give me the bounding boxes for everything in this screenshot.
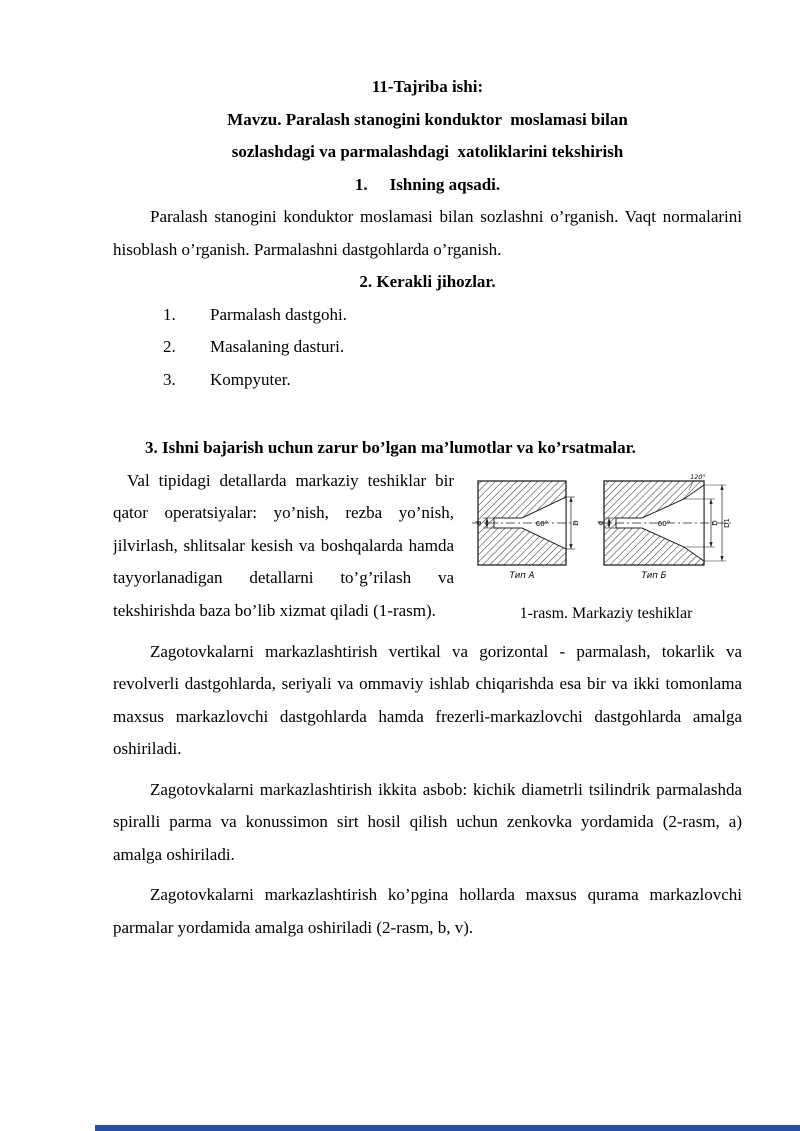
figure-1	[470, 471, 742, 624]
figure-1-caption: 1-rasm. Markaziy teshiklar	[519, 604, 693, 622]
list-item	[113, 331, 742, 364]
section3-intro-paragraph: Val tipidagi detallarda markaziy teshiklar bir qator operatsiyalar: yo’nish, rezba yo’nish, jilvirlash, shlitsalar kesish va boshqalarda hamda tayyorlanadigan detallarni to’g’rilash va tekshirishda baza bo’lib xizmat qiladi (1-rasm).	[113, 470, 454, 620]
section2-heading: 2. Kerakli jihozlar.	[359, 272, 496, 291]
subtitle-line-1: Mavzu. Paralash stanogini konduktor moslamasi bilan	[227, 109, 628, 129]
section1-heading	[113, 169, 742, 202]
angle-label-60-a: 60°	[535, 519, 549, 528]
figure-1-drawing	[470, 471, 742, 595]
dim-label-d-b: d	[597, 520, 605, 525]
type-b-drawing	[597, 473, 732, 581]
list-item	[113, 364, 742, 397]
type-a-label: Тип А	[509, 570, 535, 581]
angle-label-120-b: 120°	[690, 472, 706, 481]
list-item-text: Parmalash dastgohi.	[210, 304, 347, 324]
type-b-label: Тип Б	[641, 570, 667, 581]
section3-paragraph-4: Zagotovkalarni markazlashtirish ko’pgina hollarda maxsus qurama markazlovchi parmalar yordamida amalga oshiriladi (2-rasm, b, v).	[113, 885, 742, 937]
dim-label-D-b: D	[711, 519, 719, 526]
page-title: 11-Tajriba ishi:	[371, 77, 484, 96]
section1-heading-number: 1.	[354, 174, 368, 194]
angle-label-60-b: 60°	[657, 519, 671, 528]
list-item-text: Masalaning dasturi.	[210, 337, 345, 356]
section3-intro-block	[113, 465, 742, 628]
dim-label-D-a: D	[572, 519, 580, 526]
dim-label-D1-b: D1	[723, 517, 731, 528]
type-a-drawing	[472, 481, 580, 581]
list-item-text: Kompyuter.	[210, 369, 291, 389]
section3-paragraph-2: Zagotovkalarni markazlashtirish vertikal va gorizontal - parmalash, tokarlik va revolverli dastgohlarda, seriyali va ommaviy ishlab chiqarishda esa bir va ikki tomonlama maxsus markazlovchi dastgohlarda hamda frezerli-markazlovchi dastgohlarda amalga oshiriladi.	[113, 641, 742, 758]
list-item	[113, 299, 742, 332]
section3-heading: 3. Ishni bajarish uchun zarur bo’lgan ma’lumotlar va ko’rsatmalar.	[145, 438, 636, 457]
window-bottom-edge-bar	[95, 1125, 800, 1131]
list-item-number: 3.	[163, 369, 176, 389]
subtitle-line-2: sozlashdagi va parmalashdagi xatoliklarini tekshirish	[231, 142, 624, 161]
section1-heading-title: Ishning aqsadi.	[389, 174, 501, 194]
section3-paragraph-3: Zagotovkalarni markazlashtirish ikkita asbob: kichik diametrli tsilindrik parmalashda spiralli parma va konussimon sirt hosil qilish uchun zenkovka yordamida (2-rasm, a) amalga oshiriladi.	[113, 779, 742, 864]
dim-label-d-a: d	[475, 520, 483, 525]
section1-paragraph: Paralash stanogini konduktor moslamasi bilan sozlashni o’rganish. Vaqt normalarini hisoblash o’rganish. Parmalashni dastgohlarda o’rganish.	[113, 207, 742, 259]
list-item-number: 1.	[163, 304, 176, 324]
list-item-number: 2.	[163, 337, 176, 356]
